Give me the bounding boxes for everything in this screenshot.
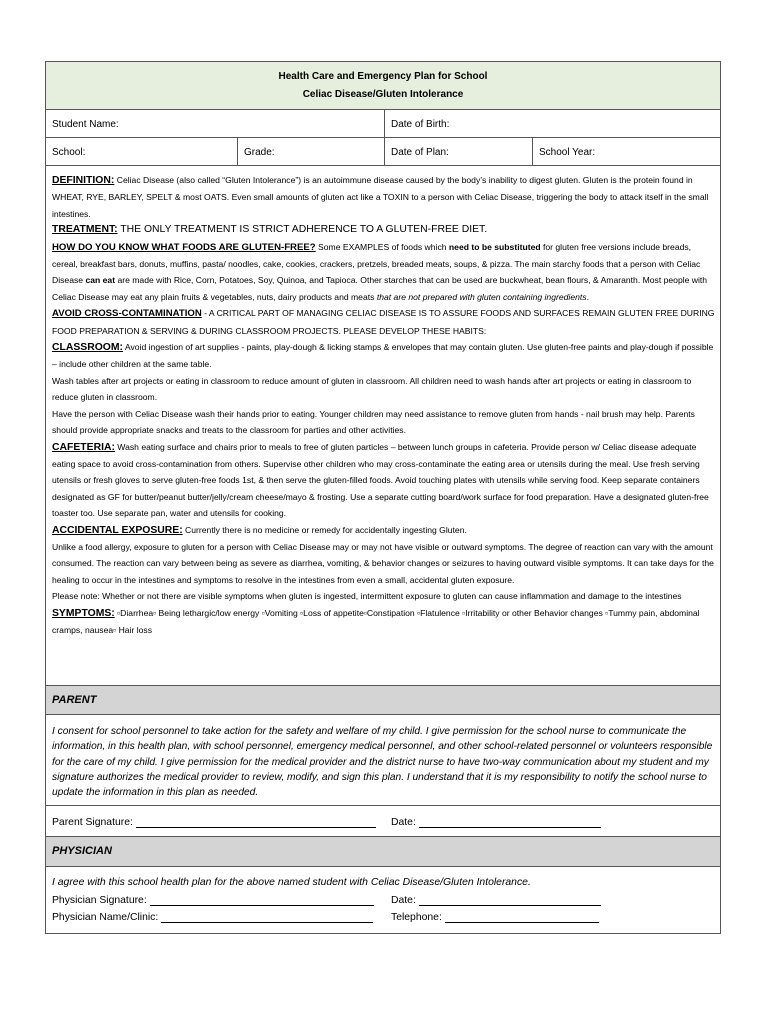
physician-signature-line[interactable] (150, 894, 374, 906)
foods-bold-1: need to be substituted (448, 241, 541, 252)
physician-date-row (391, 894, 601, 906)
parent-consent-text: I consent for school personnel to take action for the safety and welfare of my child. I give permission for the school nurse to communicate the information, in this health plan, with school personnel, emergency medical personnel, and other school-related personnel or volunteers responsible for the care of my child. I give permission for the medical provider and the district nurse to have two-way communication about my student and my signature authorizes the medical provider to review, modify, and sign this plan. I understand that it is my responsibility to notify the school nurse to update the information in this plan as needed. (52, 726, 713, 799)
form-header (46, 62, 720, 110)
avoid-heading: AVOID CROSS-CONTAMINATION (52, 308, 202, 320)
definition-paragraph (52, 172, 716, 222)
classroom-paragraph-3: Have the person with Celiac Disease wash their hands prior to eating. Younger children may need assistance to remove gluten from hands - nail brush may help. Parents should provide appropriate snacks and treats to the classroom for parties and other activities. (52, 408, 695, 436)
classroom-heading: CLASSROOM: (52, 342, 123, 354)
avoid-paragraph (52, 305, 716, 339)
accidental-paragraph (52, 522, 716, 539)
treatment-heading: TREATMENT: (52, 224, 118, 236)
accidental-heading: ACCIDENTAL EXPOSURE: (52, 524, 183, 536)
student-name-label: Student Name: (52, 119, 119, 130)
accidental-paragraph-3: Please note: Whether or not there are visible symptoms when gluten is ingested, intermittent exposure to gluten can cause inflammation and damage to the intestines (52, 591, 682, 602)
grade-field[interactable] (238, 138, 385, 165)
treatment-text: THE ONLY TREATMENT IS STRICT ADHERENCE TO A GLUTEN-FREE DIET. (117, 224, 488, 236)
student-name-field[interactable] (46, 110, 385, 137)
foods-heading: HOW DO YOU KNOW WHAT FOODS ARE GLUTEN-FREE? (52, 241, 316, 253)
school-row (46, 138, 720, 166)
physician-section-header: PHYSICIAN (46, 836, 720, 867)
physician-name-row (52, 911, 373, 923)
cafeteria-paragraph (52, 439, 716, 522)
accidental-paragraph-2: Unlike a food allergy, exposure to gluten for a person with Celiac Disease may or may not have visible or outward symptoms. The degree of reaction can vary with the amount consumed. The reaction can vary between being as severe as diarrhea, vomiting, & behavior changes or seizures to having outward visible symptoms. It can take days for the healing to occur in the intestines and symptoms to resolve in the intestines from even a small, accidental gluten exposure. (52, 541, 714, 585)
definition-text: Celiac Disease (also called “Gluten Intolerance”) is an autoimmune disease caused by the body’s inability to digest gluten. Gluten is the protein found in WHEAT, RYE, BARLEY, SPELT & most OATS. Even small amounts of gluten act like a TOXIN to a person with Celiac Disease, triggering the body to attack itself in the small intestines. (52, 175, 709, 219)
accidental-text-1: Currently there is no medicine or remedy for accidentally ingesting Gluten. (182, 524, 467, 535)
cafeteria-text: Wash eating surface and chairs prior to meals to free of gluten particles – between lunch groups in cafeteria. Provide person w/ Celiac disease adequate eating space to avoid cross-contamination from others. Supervise other children who may cross-contaminate the eating area or utensils during the meal. Use fresh serving utensils or fresh gloves to serve gluten-free foods 1st, & then serve the gluten-filled foods. Avoid touching plates with utensils while serving food. Keep separate containers designated as GF for butter/peanut butter/jelly/cream cheese/mayo & frosting. Use a separate cutting board/work surface for food preparation. Have a designated gluten-free toaster too. Use separate pan, water and utensils for cooking. (52, 441, 709, 519)
school-year-label: School Year: (539, 147, 596, 158)
avoid-text: - A CRITICAL PART OF MANAGING CELIAC DISEASE IS TO ASSURE FOODS AND SURFACES REMAIN GLUTEN FREE DURING FOOD PREPARATION & SERVING & DURING CLASSROOM PROJECTS. PLEASE DEVELOP THESE HABITS: (52, 308, 715, 336)
symptoms-text: ▫Diarrhea▫ Being lethargic/low energy ▫Vomiting ▫Loss of appetite▫Constipation ▫Flatulence ▫Irritability or other Behavior changes ▫Tummy pain, abdominal cramps, nausea▫ Hair loss (52, 607, 700, 635)
cafeteria-heading: CAFETERIA: (52, 441, 115, 453)
physician-telephone-row (391, 911, 599, 923)
physician-telephone-line[interactable] (445, 911, 599, 923)
parent-signature-row (52, 816, 376, 828)
physician-name-line[interactable] (161, 911, 373, 923)
physician-name-label: Physician Name/Clinic: (52, 912, 159, 923)
health-plan-form (45, 61, 721, 934)
school-year-field[interactable] (533, 138, 720, 165)
date-of-plan-label: Date of Plan: (391, 147, 449, 158)
symptoms-heading: SYMPTOMS: (52, 607, 115, 619)
grade-label: Grade: (244, 147, 275, 158)
parent-date-row (391, 816, 601, 828)
physician-telephone-label: Telephone: (391, 912, 442, 923)
school-field[interactable] (46, 138, 238, 165)
foods-text-3: are made with Rice, Corn, Potatoes, Soy, Quinoa, and Tapioca. Other starches that can be used are buckwheat, bean flours, & Amaranth. Most people with Celiac Disease may eat any plain fruits & vegetables, nuts, dairy products and meats (52, 275, 708, 302)
parent-signature-line[interactable] (136, 816, 376, 828)
foods-paragraph (52, 239, 716, 306)
symptoms-paragraph (52, 605, 716, 639)
foods-italic: that are not prepared with gluten containing ingredients (376, 291, 587, 302)
school-label: School: (52, 147, 86, 158)
foods-text-1: Some EXAMPLES of foods which (315, 241, 449, 252)
foods-text-2: for gluten free versions include breads, cereal, breakfast bars, donuts, muffins, pasta/ noodles, cake, cookies, crackers, pretzels, breaded meats, soups, & pizza. The main starchy foods that a person with Celiac Disease (52, 241, 701, 286)
classroom-paragraph (52, 339, 716, 373)
student-row (46, 110, 720, 138)
plan-body (52, 172, 716, 638)
definition-heading: DEFINITION: (52, 175, 115, 186)
physician-date-label: Date: (391, 895, 416, 906)
form-title: Health Care and Emergency Plan for School (278, 71, 488, 82)
parent-section-header: PARENT (46, 685, 720, 715)
date-of-birth-label: Date of Birth: (391, 119, 450, 130)
date-of-plan-field[interactable] (385, 138, 533, 165)
treatment-paragraph (52, 222, 716, 238)
physician-signature-label: Physician Signature: (52, 895, 147, 906)
foods-end: . (586, 291, 589, 302)
classroom-paragraph-2: Wash tables after art projects or eating in classroom to reduce amount of gluten in classroom. All children need to wash hands after art projects or eating in classroom to reduce gluten in classroom. (52, 375, 692, 403)
parent-date-label: Date: (391, 817, 416, 828)
physician-agree-text: I agree with this school health plan for the above named student with Celiac Disease/Gluten Intolerance. (52, 877, 531, 888)
classroom-text-1: Avoid ingestion of art supplies - paints, play-dough & licking stamps & envelopes that may contain gluten. Use gluten-free paints and play-dough if possible – include other children at the same table. (52, 342, 714, 370)
physician-signature-row (52, 894, 374, 906)
parent-date-line[interactable] (419, 816, 601, 828)
foods-bold-2: can eat (85, 275, 116, 286)
physician-date-line[interactable] (419, 894, 601, 906)
form-subtitle: Celiac Disease/Gluten Intolerance (302, 89, 464, 100)
date-of-birth-field[interactable] (385, 110, 720, 137)
parent-divider (46, 805, 720, 806)
parent-signature-label: Parent Signature: (52, 817, 133, 828)
